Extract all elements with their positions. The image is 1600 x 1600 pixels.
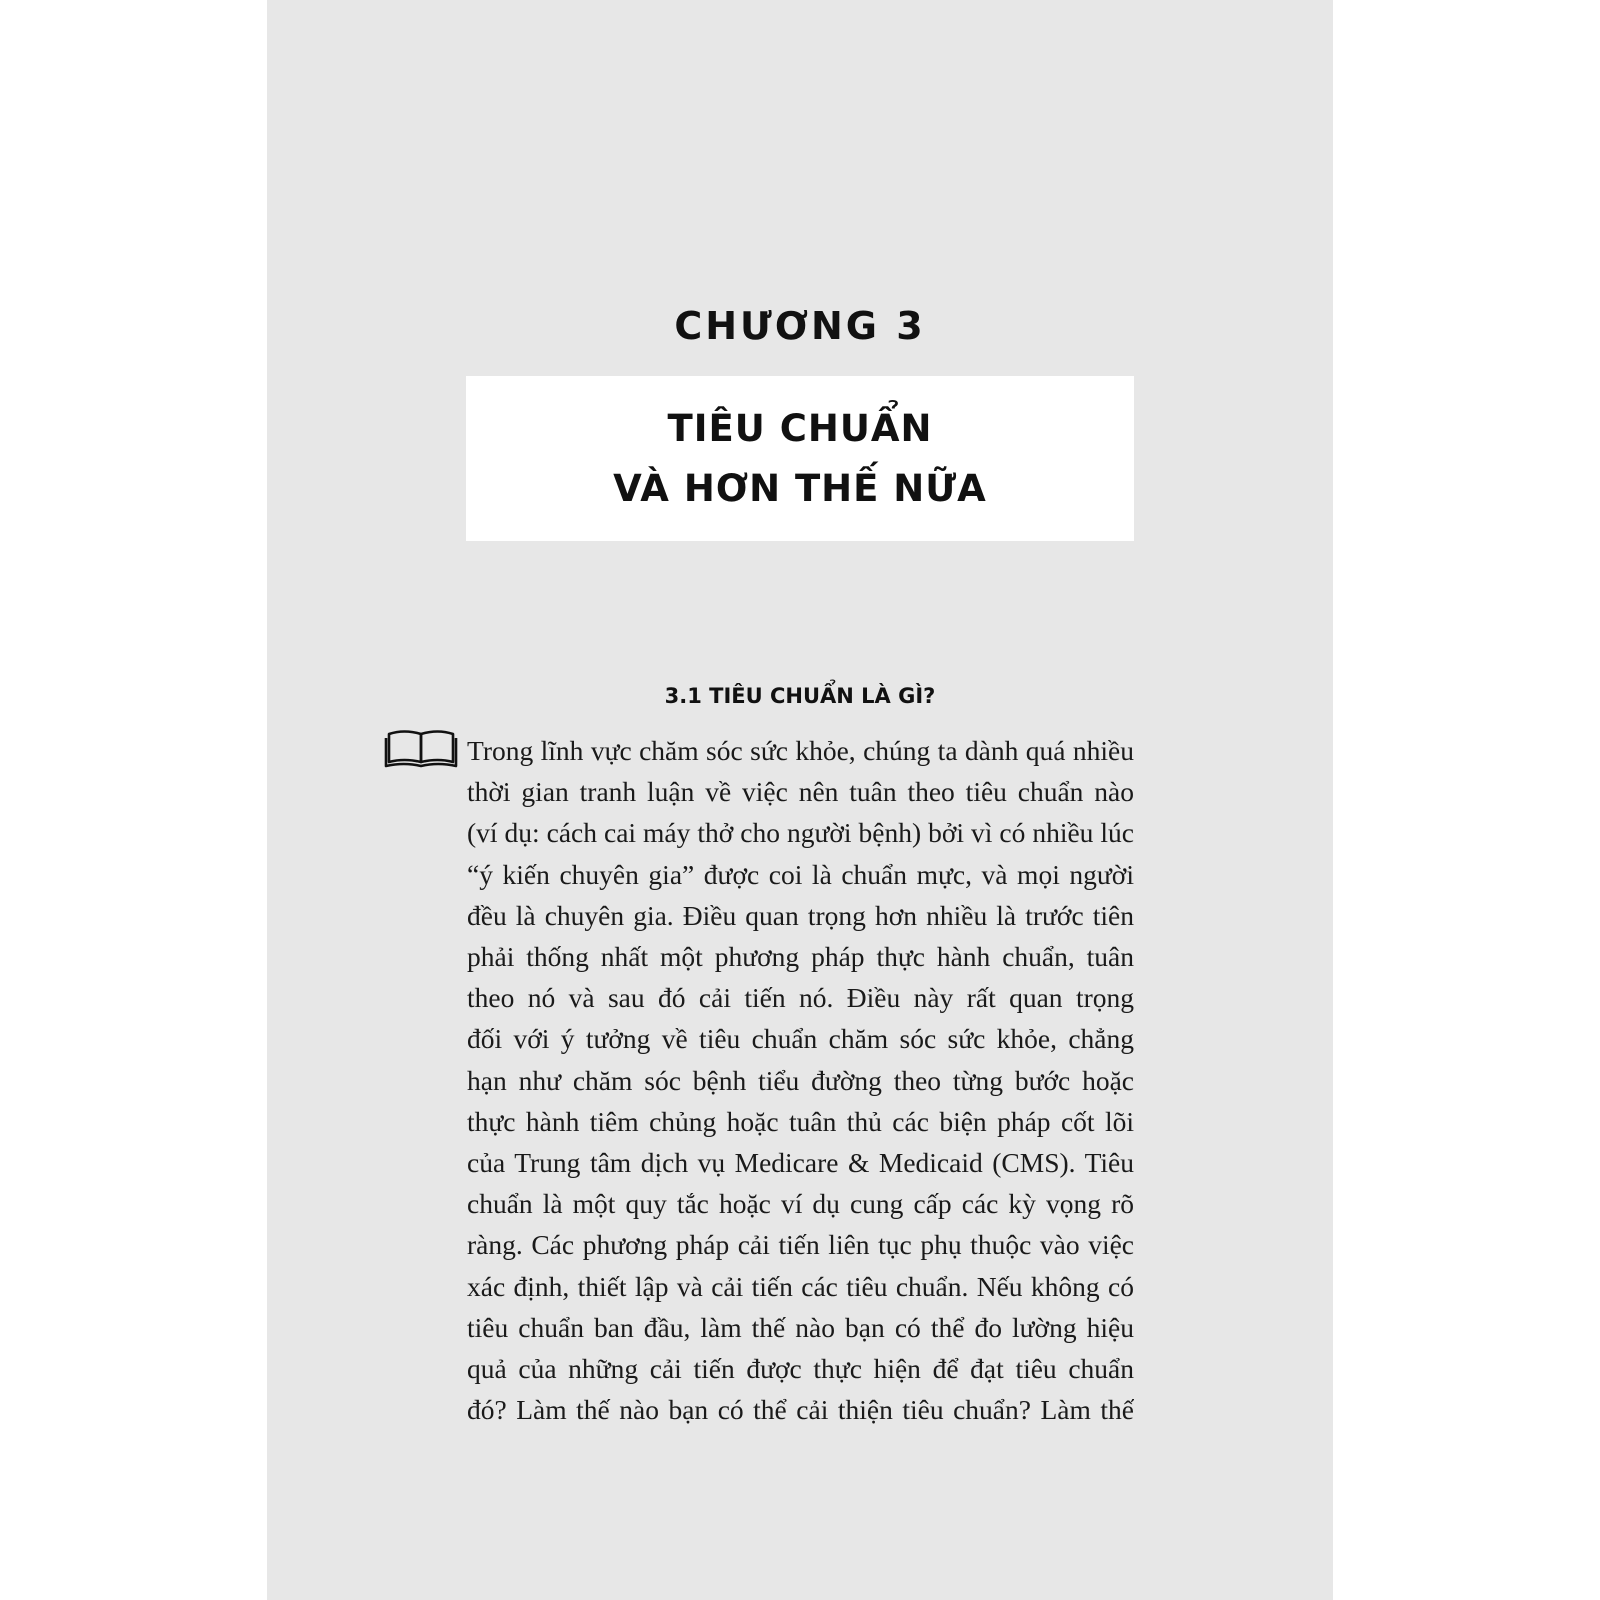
body-line: phải thống nhất một phương pháp thực hành chuẩn, tuân [467,941,1134,973]
chapter-title-line-1: TIÊU CHUẨN [667,406,933,450]
body-line: Trong lĩnh vực chăm sóc sức khỏe, chúng ta dành quá nhiều [467,735,1134,766]
body-line: ràng. Các phương pháp cải tiến liên tục phụ thuộc vào việc [467,1229,1134,1261]
body-line: quả của những cải tiến được thực hiện để đạt tiêu chuẩn [467,1353,1134,1385]
body-paragraph [467,730,1134,1430]
body-line: thời gian tranh luận về việc nên tuân theo tiêu chuẩn nào [467,776,1134,808]
body-line: tiêu chuẩn ban đầu, làm thế nào bạn có thể đo lường hiệu [467,1311,1134,1343]
body-line: theo nó và sau đó cải tiến nó. Điều này rất quan trọng [467,982,1134,1014]
body-line: chuẩn là một quy tắc hoặc ví dụ cung cấp các kỳ vọng rõ [467,1188,1134,1220]
chapter-title-box [466,376,1134,541]
chapter-label: CHƯƠNG 3 [674,304,926,348]
section-heading: 3.1 TIÊU CHUẨN LÀ GÌ? [664,684,936,708]
body-line: của Trung tâm dịch vụ Medicare & Medicaid (CMS). Tiêu [467,1147,1134,1179]
body-line: đó? Làm thế nào bạn có thể cải thiện tiêu chuẩn? Làm thế [467,1394,1134,1426]
body-line: đối với ý tưởng về tiêu chuẩn chăm sóc sức khỏe, chẳng [467,1023,1134,1055]
body-line: thực hành tiêm chủng hoặc tuân thủ các biện pháp cốt lõi [467,1105,1134,1137]
body-line: (ví dụ: cách cai máy thở cho người bệnh) bởi vì có nhiều lúc [467,817,1134,849]
body-line: hạn như chăm sóc bệnh tiểu đường theo từng bước hoặc [467,1064,1134,1096]
book-page [267,0,1333,1600]
body-line: “ý kiến chuyên gia” được coi là chuẩn mực, và mọi người [467,858,1134,890]
chapter-title-line-2: VÀ HƠN THẾ NỮA [613,466,987,510]
open-book-icon [384,728,458,768]
body-line: đều là chuyên gia. Điều quan trọng hơn nhiều là trước tiên [467,899,1134,931]
body-line: xác định, thiết lập và cải tiến các tiêu chuẩn. Nếu không có [467,1270,1134,1302]
